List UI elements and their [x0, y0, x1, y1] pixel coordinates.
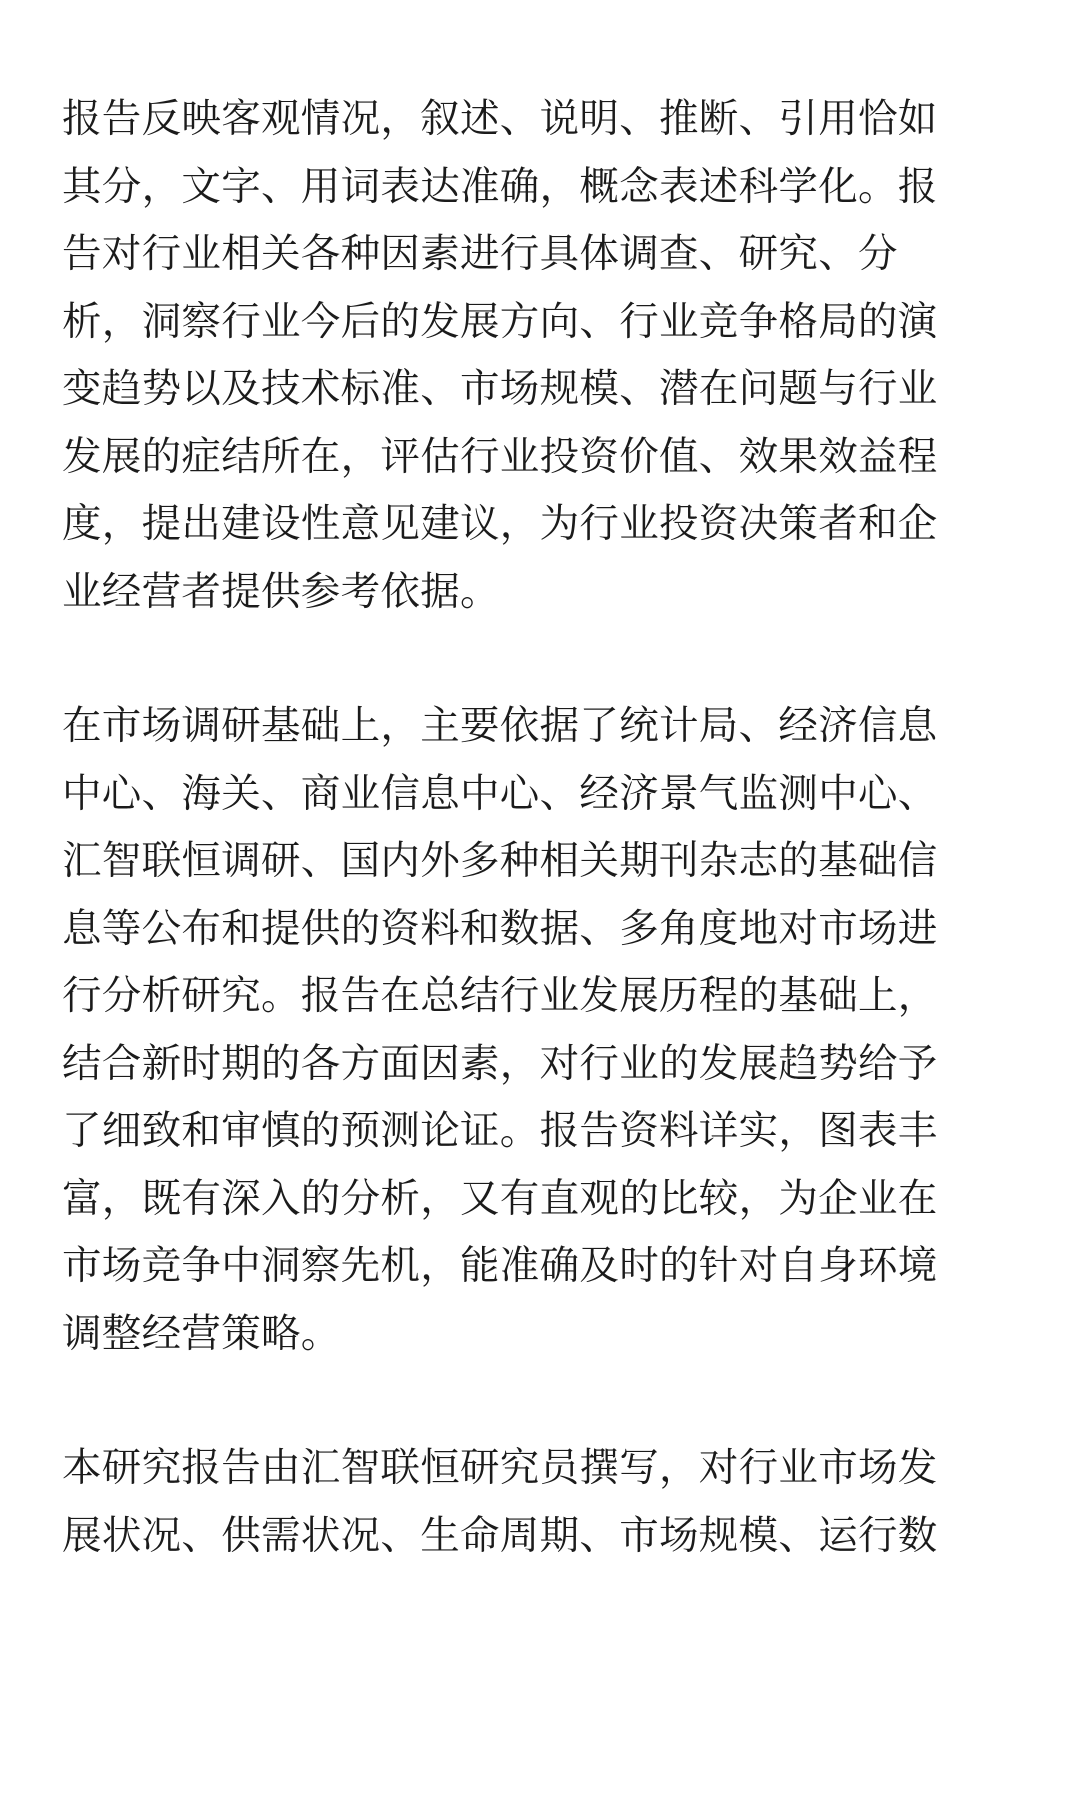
text-line: 汇智联恒调研、国内外多种相关期刊杂志的基础信	[62, 838, 938, 884]
text-line: 了细致和审慎的预测论证。报告资料详实，图表丰	[62, 1108, 938, 1154]
text-line: 变趋势以及技术标准、市场规模、潜在问题与行业	[62, 366, 938, 412]
text-line: 展状况、供需状况、生命周期、市场规模、运行数	[62, 1512, 938, 1559]
text-line: 本研究报告由汇智联恒研究员撰写，对行业市场发	[62, 1445, 938, 1491]
text-line: 在市场调研基础上，主要依据了统计局、经济信息	[62, 703, 938, 749]
text-line: 业经营者提供参考依据。	[62, 568, 500, 615]
text-line: 调整经营策略。	[62, 1310, 341, 1357]
text-line: 其分，文字、用词表达准确，概念表述科学化。报	[62, 163, 938, 210]
text-line: 报告反映客观情况，叙述、说明、推断、引用恰如	[62, 96, 938, 142]
paragraph-authorship	[62, 1435, 1020, 1570]
text-line: 市场竞争中洞察先机，能准确及时的针对自身环境	[62, 1243, 938, 1289]
text-line: 度，提出建设性意见建议，为行业投资决策者和企	[62, 501, 938, 547]
article-body	[62, 86, 1020, 1570]
paragraph-report-quality	[62, 86, 1020, 626]
text-line: 发展的症结所在，评估行业投资价值、效果效益程	[62, 433, 938, 480]
text-line: 行分析研究。报告在总结行业发展历程的基础上，	[62, 973, 938, 1019]
text-line: 告对行业相关各种因素进行具体调查、研究、分	[62, 231, 898, 277]
text-line: 析，洞察行业今后的发展方向、行业竞争格局的演	[62, 298, 938, 345]
text-line: 结合新时期的各方面因素，对行业的发展趋势给予	[62, 1040, 938, 1087]
paragraph-data-sources	[62, 693, 1020, 1368]
text-line: 富，既有深入的分析，又有直观的比较，为企业在	[62, 1175, 938, 1222]
text-line: 中心、海关、商业信息中心、经济景气监测中心、	[62, 770, 938, 817]
text-line: 息等公布和提供的资料和数据、多角度地对市场进	[62, 905, 938, 952]
